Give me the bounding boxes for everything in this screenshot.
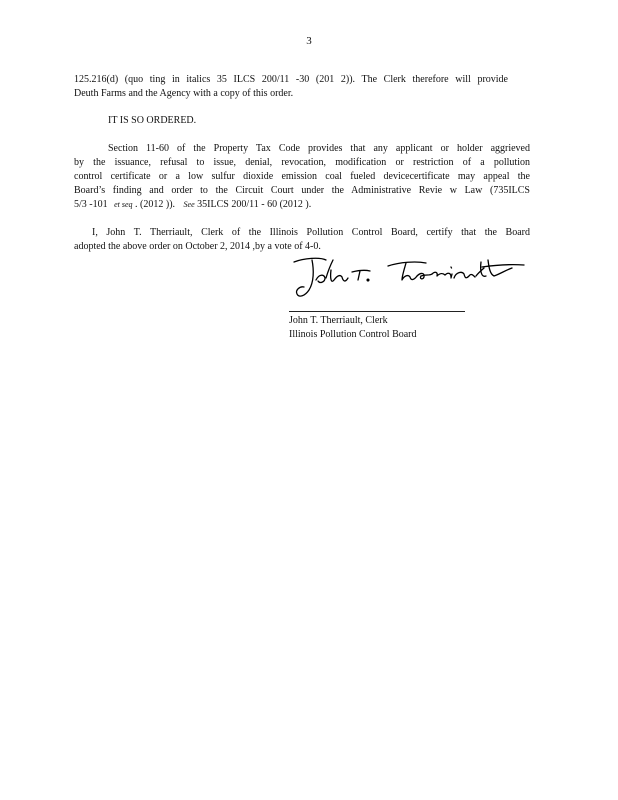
et-seq-italic: et seq [114,200,133,209]
signer-organization: Illinois Pollution Control Board [289,329,417,340]
paragraph-2-line-2: by the issuance, refusal to issue, denial, revocation, modification or restriction of a pollution [74,157,530,168]
statute-citation: 5/3 -101 [74,199,108,210]
handwritten-signature [290,254,530,300]
ilcs-citation: 35ILCS 200/11 - 60 (2012 ). [197,199,312,210]
year-citation: . (2012 )). [135,199,176,210]
paragraph-2-line-5 [74,199,311,211]
paragraph-3-line-1: I, John T. Therriault, Clerk of the Illinois Pollution Control Board, certify that the Board [92,227,530,238]
see-italic: See [183,200,195,209]
signer-name-title: John T. Therriault, Clerk [289,315,388,326]
paragraph-1-line-2: Deuth Farms and the Agency with a copy of this order. [74,88,294,99]
page-number: 3 [306,35,312,47]
paragraph-2-line-3: control certificate or a low sulfur dioxide emission coal fueled devicecertificate may appeal the [74,171,530,182]
so-ordered-heading: IT IS SO ORDERED. [108,115,197,126]
paragraph-1-line-1: 125.216(d) (quo ting in italics 35 ILCS 200/11 -30 (201 2)). The Clerk therefore will provide [74,74,508,85]
paragraph-3-line-2: adopted the above order on October 2, 2014 ,by a vote of 4-0. [74,241,321,252]
paragraph-2-line-1: Section 11-60 of the Property Tax Code provides that any applicant or holder aggrieved [108,143,530,154]
paragraph-2-line-4: Board’s finding and order to the Circuit Court under the Administrative Revie w Law (735ILCS [74,185,530,196]
signature-line [289,311,465,312]
